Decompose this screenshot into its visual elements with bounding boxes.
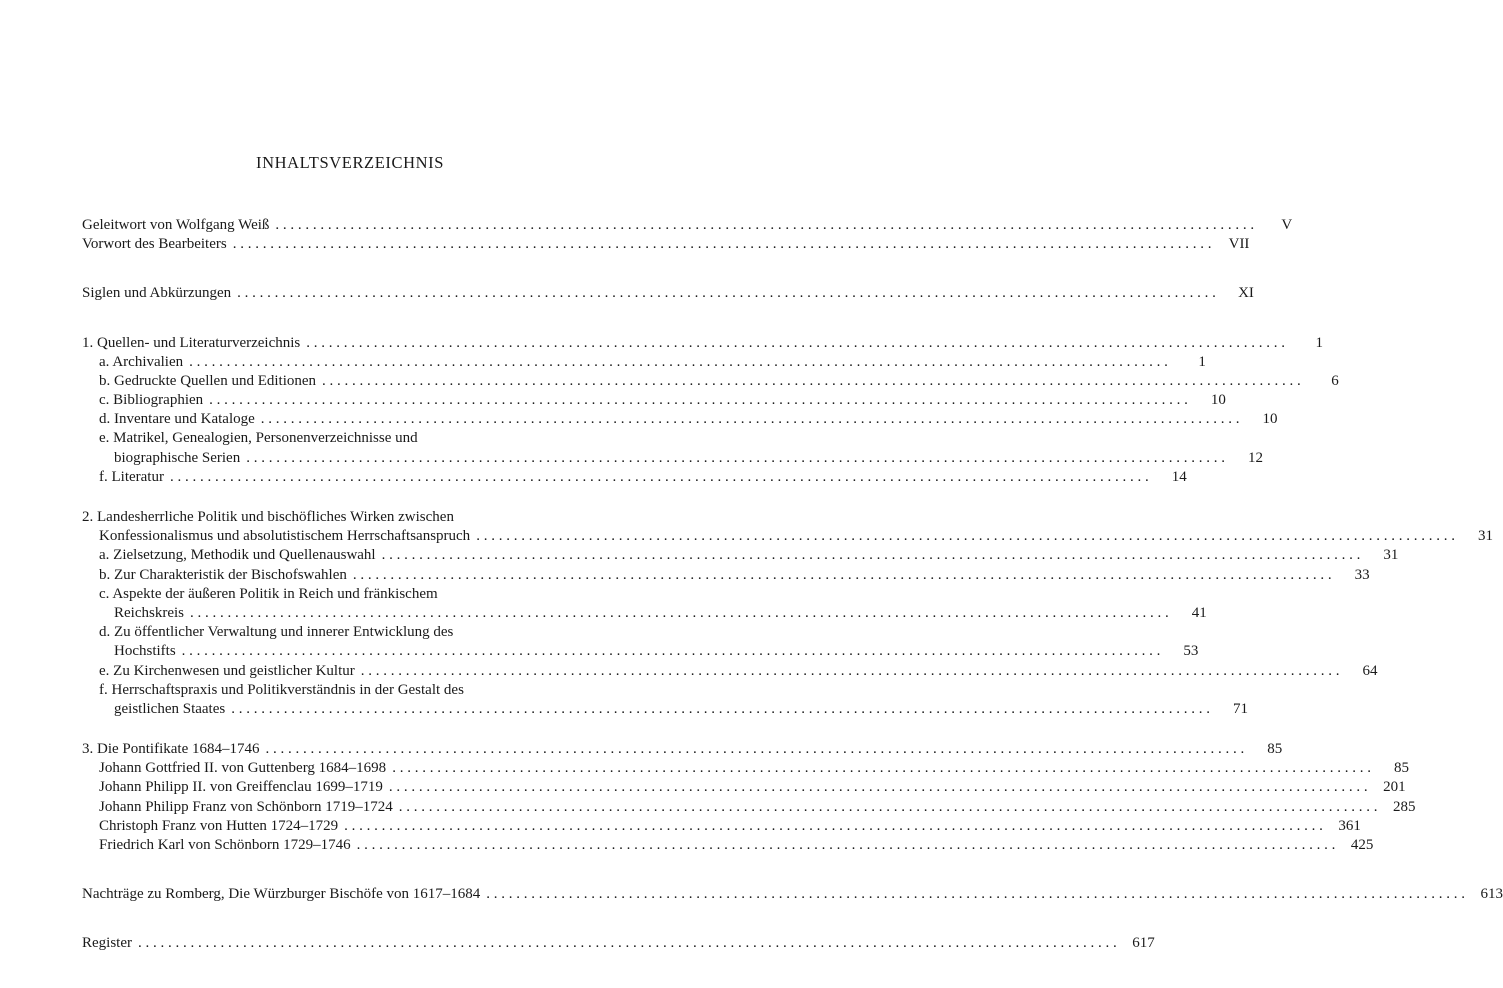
toc-entry-2d-cont xyxy=(82,642,1199,661)
table-of-contents xyxy=(82,216,1503,954)
toc-page-number: 41 xyxy=(1191,604,1207,621)
toc-entry-label: c. Aspekte der äußeren Politik in Reich und fränkischem xyxy=(99,585,438,602)
toc-page-number: 617 xyxy=(1132,935,1155,952)
toc-entry-label: f. Literatur xyxy=(99,468,164,485)
toc-entry-label: Friedrich Karl von Schönborn 1729–1746 xyxy=(99,837,351,854)
dot-leader xyxy=(231,700,1210,719)
dot-leader xyxy=(382,546,1361,565)
toc-entry-label: Siglen und Abkürzungen xyxy=(82,285,232,302)
toc-entry-3-schoenborn-jpf xyxy=(82,798,1416,817)
dot-leader xyxy=(170,468,1149,487)
toc-page-number: 53 xyxy=(1183,643,1199,660)
toc-page-number: 613 xyxy=(1480,886,1503,903)
dot-leader xyxy=(353,566,1332,585)
toc-entry-label: Register xyxy=(82,935,132,952)
toc-entry-label: c. Bibliographien xyxy=(99,392,204,409)
toc-entry-siglen xyxy=(82,284,1254,303)
toc-page-number: 425 xyxy=(1350,837,1374,854)
toc-entry-3-hutten xyxy=(82,817,1361,836)
toc-entry-label: Geleitwort von Wolfgang Weiß xyxy=(82,216,270,233)
toc-page-number: 85 xyxy=(1267,741,1283,758)
toc-page-number: 361 xyxy=(1338,817,1361,834)
toc-entry-1e xyxy=(82,430,568,449)
toc-entry-2d xyxy=(82,623,568,642)
dot-leader xyxy=(486,885,1465,904)
toc-entry-label: Christoph Franz von Hutten 1724–1729 xyxy=(99,817,339,834)
toc-page-number: 31 xyxy=(1383,547,1399,564)
dot-leader xyxy=(306,334,1285,353)
toc-entry-2a xyxy=(82,546,1399,565)
toc-entry-vorwort xyxy=(82,235,1250,254)
dot-leader xyxy=(189,353,1168,372)
toc-page-number: 31 xyxy=(1477,528,1493,545)
toc-entry-3-greiffenclau xyxy=(82,779,1406,798)
toc-entry-label: Johann Gottfried II. von Guttenberg 1684–1698 xyxy=(99,760,387,777)
toc-entry-label: Johann Philipp II. von Greiffenclau 1699–1719 xyxy=(99,779,383,796)
toc-entry-label: d. Inventare und Kataloge xyxy=(99,411,255,428)
dot-leader xyxy=(209,391,1188,410)
toc-entry-section-3 xyxy=(82,740,1283,759)
dot-leader xyxy=(182,642,1161,661)
toc-entry-1a xyxy=(82,353,1206,372)
toc-entry-label: 2. Landesherrliche Politik und bischöfliches Wirken zwischen xyxy=(82,509,454,526)
toc-entry-label: biographische Serien xyxy=(114,449,241,466)
toc-entry-label: e. Zu Kirchenwesen und geistlicher Kultur xyxy=(99,662,355,679)
toc-entry-label: 3. Die Pontifikate 1684–1746 xyxy=(82,741,260,758)
toc-page-number: 285 xyxy=(1393,798,1416,815)
dot-leader xyxy=(389,778,1368,797)
toc-entry-3-guttenberg xyxy=(82,759,1409,778)
toc-entry-label: e. Matrikel, Genealogien, Personenverzeichnisse und xyxy=(99,430,418,447)
dot-leader xyxy=(399,798,1378,817)
dot-leader xyxy=(261,410,1240,429)
toc-page-number: 12 xyxy=(1247,449,1263,466)
dot-leader xyxy=(344,817,1323,836)
toc-entry-2f-cont xyxy=(82,700,1248,719)
toc-page-number: 1 xyxy=(1315,334,1323,351)
dot-leader xyxy=(246,449,1225,468)
toc-entry-2c-cont xyxy=(82,604,1207,623)
toc-entry-label: b. Gedruckte Quellen und Editionen xyxy=(99,372,317,389)
toc-page-number: 14 xyxy=(1171,468,1187,485)
toc-entry-label: Konfessionalismus und absolutistischem Herrschaftsanspruch xyxy=(99,528,471,545)
dot-leader xyxy=(322,372,1301,391)
toc-entry-nachtraege xyxy=(82,885,1503,904)
toc-page-number: 1 xyxy=(1198,353,1206,370)
dot-leader xyxy=(392,759,1371,778)
dot-leader xyxy=(361,662,1340,681)
toc-entry-label: Johann Philipp Franz von Schönborn 1719–1724 xyxy=(99,798,393,815)
toc-entry-label: geistlichen Staates xyxy=(114,700,226,717)
toc-page-number: V xyxy=(1281,216,1293,233)
toc-page-number: 6 xyxy=(1331,372,1339,389)
toc-entry-section-2-cont xyxy=(82,527,1493,546)
toc-entry-label: Vorwort des Bearbeiters xyxy=(82,236,227,253)
toc-page-number: 10 xyxy=(1210,392,1226,409)
toc-entry-2f xyxy=(82,681,568,700)
dot-leader xyxy=(138,934,1117,953)
toc-entry-1e-cont xyxy=(82,449,1263,468)
dot-leader xyxy=(275,216,1254,235)
toc-page-number: 201 xyxy=(1383,779,1406,796)
toc-page-number: 33 xyxy=(1354,566,1370,583)
toc-entry-label: f. Herrschaftspraxis und Politikverständnis in der Gestalt des xyxy=(99,681,464,698)
toc-entry-label: d. Zu öffentlicher Verwaltung und innerer Entwicklung des xyxy=(99,624,454,641)
toc-page-number: VII xyxy=(1228,236,1250,253)
toc-page-number: 85 xyxy=(1393,760,1409,777)
toc-entry-register xyxy=(82,934,1155,953)
dot-leader xyxy=(357,836,1336,855)
toc-entry-1f xyxy=(82,468,1187,487)
toc-page-number: XI xyxy=(1238,285,1254,302)
toc-entry-2b xyxy=(82,566,1370,585)
dot-leader xyxy=(476,527,1455,546)
toc-entry-1b xyxy=(82,372,1339,391)
toc-entry-1c xyxy=(82,391,1226,410)
dot-leader xyxy=(233,235,1212,254)
toc-entry-label: Hochstifts xyxy=(114,643,176,660)
toc-entry-label: a. Zielsetzung, Methodik und Quellenauswahl xyxy=(99,547,376,564)
toc-entry-label: Reichskreis xyxy=(114,604,184,621)
dot-leader xyxy=(190,604,1169,623)
page-title: INHALTSVERZEICHNIS xyxy=(255,153,445,172)
toc-page-number: 71 xyxy=(1232,700,1248,717)
toc-entry-geleitwort xyxy=(82,216,1293,235)
toc-entry-section-2 xyxy=(82,508,568,527)
toc-entry-label: b. Zur Charakteristik der Bischofswahlen xyxy=(99,566,347,583)
dot-leader xyxy=(265,740,1244,759)
toc-entry-3-schoenborn-fk xyxy=(82,836,1374,855)
toc-page-number: 64 xyxy=(1362,662,1378,679)
toc-page-number: 10 xyxy=(1262,411,1278,428)
toc-entry-1d xyxy=(82,410,1278,429)
toc-entry-label: 1. Quellen- und Literaturverzeichnis xyxy=(82,334,301,351)
toc-entry-label: Nachträge zu Romberg, Die Würzburger Bischöfe von 1617–1684 xyxy=(82,886,481,903)
dot-leader xyxy=(237,284,1216,303)
toc-entry-label: a. Archivalien xyxy=(99,353,184,370)
toc-entry-section-1 xyxy=(82,334,1323,353)
toc-entry-2e xyxy=(82,662,1378,681)
toc-entry-2c xyxy=(82,585,568,604)
